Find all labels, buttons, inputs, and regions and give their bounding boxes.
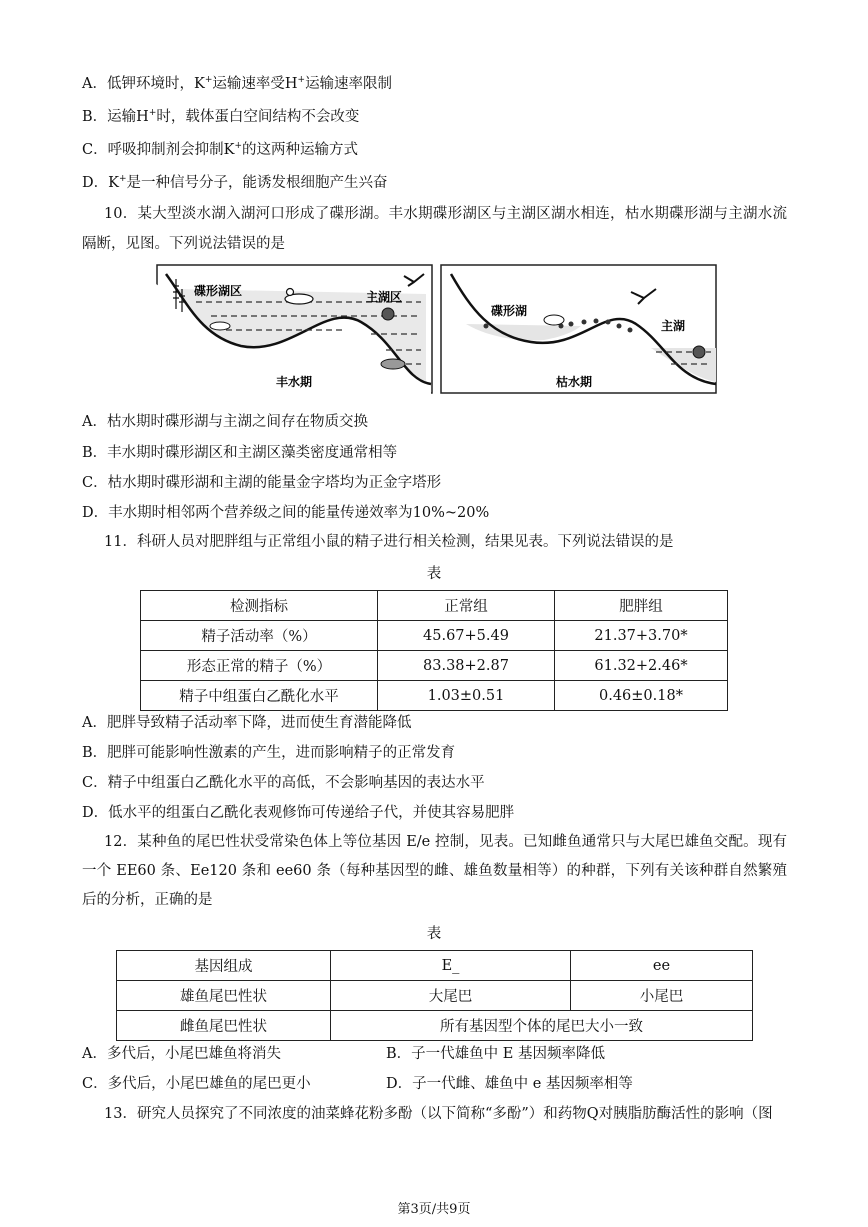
q11-header: 检测指标 (141, 591, 378, 621)
q11-cell: 精子中组蛋白乙酰化水平 (141, 681, 378, 711)
label-main: 主湖 (661, 319, 686, 333)
q12-option-c: C．多代后，小尾巴雄鱼的尾巴更小 (82, 1076, 311, 1092)
q12-cell: 雌鱼尾巴性状 (117, 1011, 331, 1041)
q11-table-caption: 表 (426, 566, 442, 582)
q11-cell: 0.46±0.18* (555, 681, 728, 711)
q12-option-d: D．子一代雌、雄鱼中 e 基因频率相等 (386, 1076, 633, 1092)
q11-cell: 形态正常的精子（%） (141, 651, 378, 681)
q11-option-c: C．精子中组蛋白乙酰化水平的高低，不会影响基因的表达水平 (82, 775, 485, 791)
table-row (117, 981, 753, 1011)
q10-option-b: B．丰水期时碟形湖区和主湖区藻类密度通常相等 (82, 445, 398, 461)
q10-option-c: C．枯水期时碟形湖和主湖的能量金字塔均为正金字塔形 (82, 475, 442, 491)
q12-option-b: B．子一代雄鱼中 E 基因频率降低 (386, 1046, 605, 1062)
label-main-area: 主湖区 (366, 290, 403, 304)
q13-stem: 13．研究人员探究了不同浓度的油菜蜂花粉多酚（以下简称“多酚”）和药物Q对胰脂肪酶活性的影响（图 (104, 1106, 773, 1122)
label-lake-area: 碟形湖区 (194, 284, 243, 298)
q9-option-c: C．呼吸抑制剂会抑制K+的这两种运输方式 (82, 141, 358, 158)
q10-option-a: A．枯水期时碟形湖与主湖之间存在物质交换 (82, 414, 368, 430)
q11-cell: 21.37+3.70* (555, 621, 728, 651)
q11-stem: 11．科研人员对肥胖组与正常组小鼠的精子进行相关检测，结果见表。下列说法错误的是 (104, 534, 674, 550)
q11-option-a: A．肥胖导致精子活动率下降，进而使生育潜能降低 (82, 715, 412, 731)
q11-header: 肥胖组 (555, 591, 728, 621)
q11-cell: 45.67+5.49 (378, 621, 555, 651)
table-row (141, 621, 728, 651)
q11-header: 正常组 (378, 591, 555, 621)
q9-option-d: D．K+是一种信号分子，能诱发根细胞产生兴奋 (82, 174, 388, 191)
table-row (141, 681, 728, 711)
q11-cell: 83.38+2.87 (378, 651, 555, 681)
q10-figure (156, 264, 718, 394)
q10-option-d: D．丰水期时相邻两个营养级之间的能量传递效率为10%~20% (82, 505, 490, 521)
q11-option-b: B．肥胖可能影响性激素的产生，进而影响精子的正常发育 (82, 745, 456, 761)
table-row (141, 651, 728, 681)
caption-high-water: 丰水期 (276, 375, 313, 389)
q11-cell: 1.03±0.51 (378, 681, 555, 711)
q12-cell: 基因组成 (117, 951, 331, 981)
q12-cell: 大尾巴 (331, 981, 571, 1011)
q9-option-a: A．低钾环境时，K+运输速率受H+运输速率限制 (82, 75, 393, 92)
q12-option-a: A．多代后，小尾巴雄鱼将消失 (82, 1046, 281, 1062)
q11-table (140, 590, 728, 711)
table-row (117, 1011, 753, 1041)
q11-option-d: D．低水平的组蛋白乙酰化表观修饰可传递给子代，并使其容易肥胖 (82, 805, 515, 821)
page-footer: 第3页/共9页 (397, 1202, 471, 1217)
q12-cell: ee (571, 951, 753, 981)
q9-option-b: B．运输H+时，载体蛋白空间结构不会改变 (82, 108, 360, 125)
caption-low-water: 枯水期 (556, 375, 593, 389)
q12-table-caption: 表 (426, 926, 442, 942)
q12-table (116, 950, 753, 1041)
label-lake: 碟形湖 (491, 304, 528, 318)
q11-cell: 精子活动率（%） (141, 621, 378, 651)
table-row (117, 951, 753, 981)
q12-stem: 12．某种鱼的尾巴性状受常染色体上等位基因 E/e 控制，见表。已知雌鱼通常只与大尾巴雄鱼交配。现有一个 EE60 条、Ee120 条和 ee60 条（每种基因型的雌、雄鱼数量相等）的种群，下列有关该种群自然繁殖后的分析，正确的是 (82, 834, 787, 908)
q12-cell: 雄鱼尾巴性状 (117, 981, 331, 1011)
q11-cell: 61.32+2.46* (555, 651, 728, 681)
q12-cell: 所有基因型个体的尾巴大小一致 (331, 1011, 753, 1041)
q12-cell: E_ (331, 951, 571, 981)
q10-stem: 10．某大型淡水湖入湖河口形成了碟形湖。丰水期碟形湖区与主湖区湖水相连，枯水期碟形湖与主湖水流隔断，见图。下列说法错误的是 (82, 206, 787, 252)
q12-cell: 小尾巴 (571, 981, 753, 1011)
